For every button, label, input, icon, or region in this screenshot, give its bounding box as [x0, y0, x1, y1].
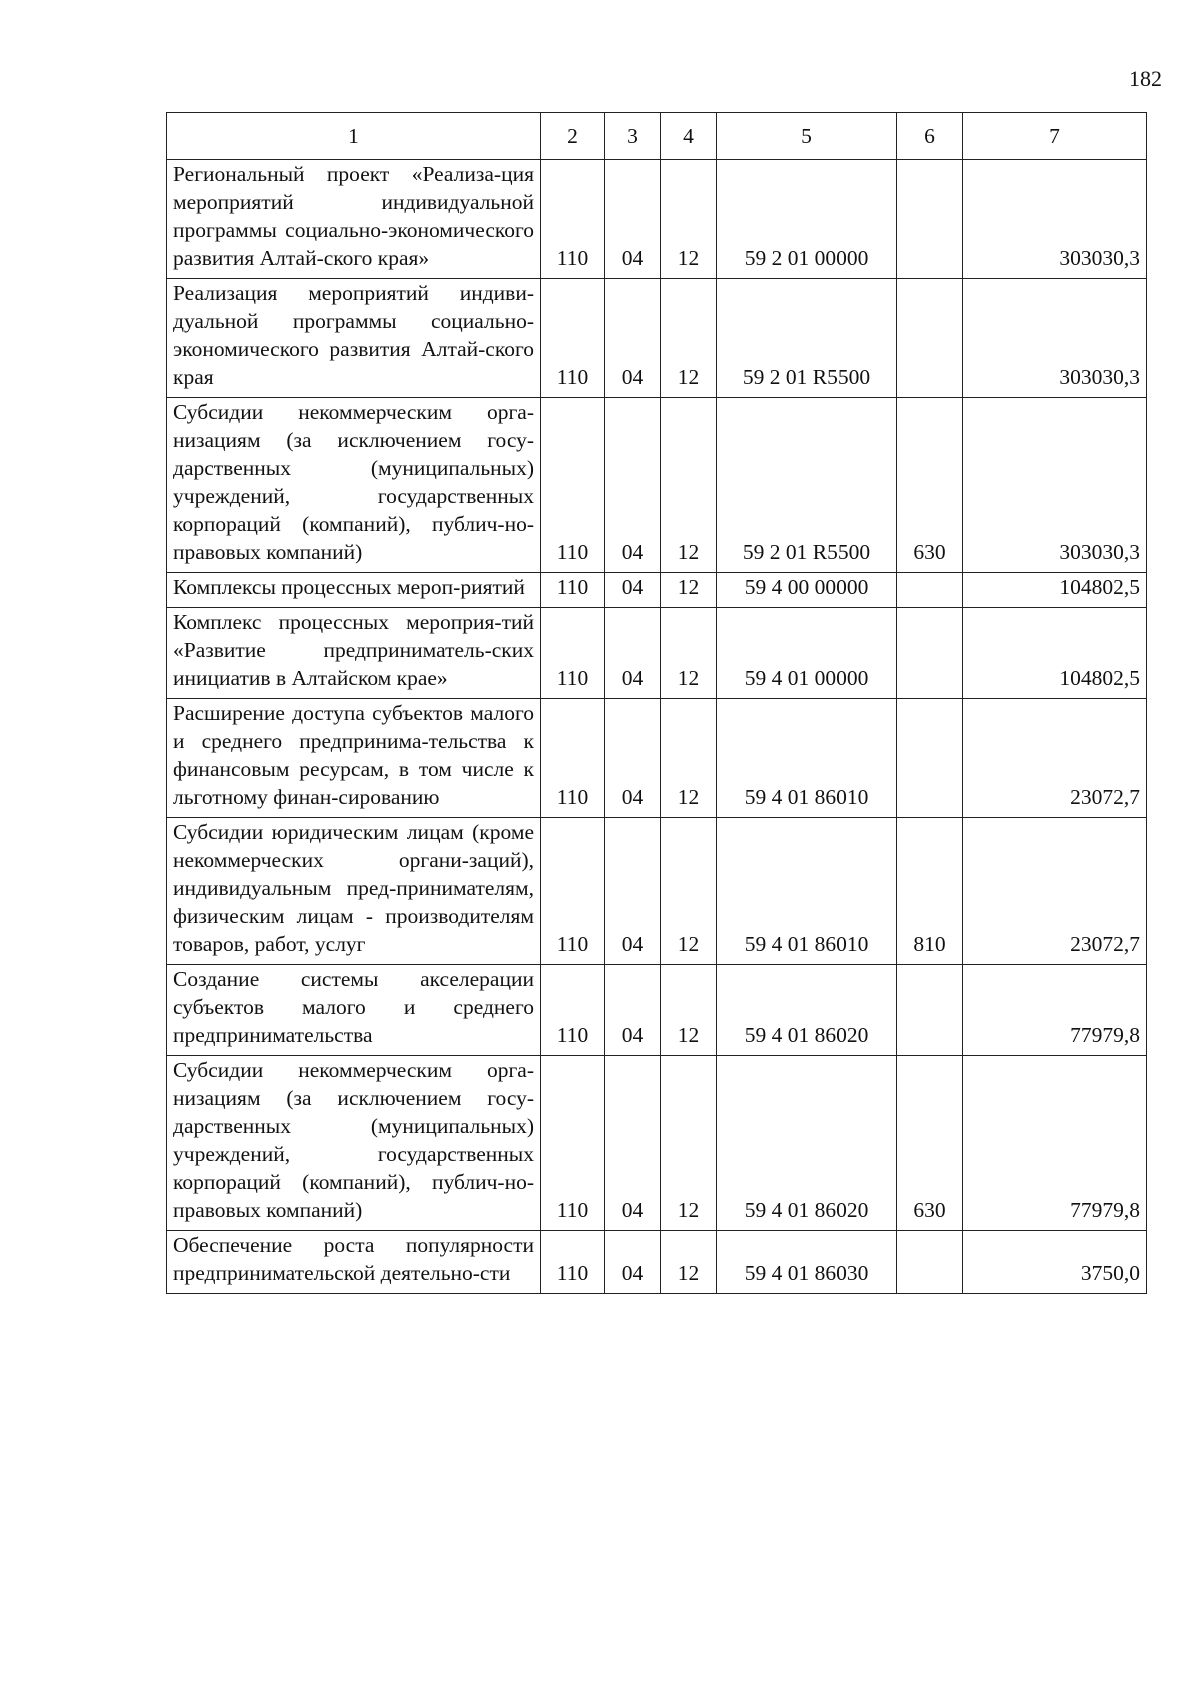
cell-amount: 104802,5: [963, 608, 1147, 699]
table-row: [167, 608, 1147, 699]
cell-target-code: 59 4 01 86020: [717, 1056, 897, 1231]
cell-col-3: 04: [605, 160, 661, 279]
cell-expense-type: [897, 608, 963, 699]
cell-col-2: 110: [541, 279, 605, 398]
row-name: Обеспечение роста популярности предпринимательской деятельно-сти: [167, 1231, 541, 1294]
header-col-4: 4: [661, 113, 717, 160]
cell-col-4: 12: [661, 965, 717, 1056]
cell-expense-type: 630: [897, 1056, 963, 1231]
cell-col-2: 110: [541, 965, 605, 1056]
cell-target-code: 59 2 01 00000: [717, 160, 897, 279]
cell-col-3: 04: [605, 818, 661, 965]
cell-amount: 77979,8: [963, 1056, 1147, 1231]
cell-col-3: 04: [605, 1056, 661, 1231]
cell-col-3: 04: [605, 279, 661, 398]
header-col-2: 2: [541, 113, 605, 160]
cell-col-4: 12: [661, 160, 717, 279]
table-row: [167, 160, 1147, 279]
cell-col-3: 04: [605, 573, 661, 608]
header-col-6: 6: [897, 113, 963, 160]
table-row: [167, 573, 1147, 608]
cell-col-4: 12: [661, 1056, 717, 1231]
table-row: [167, 699, 1147, 818]
cell-col-2: 110: [541, 1056, 605, 1231]
cell-expense-type: [897, 1231, 963, 1294]
cell-expense-type: [897, 573, 963, 608]
table-row: [167, 398, 1147, 573]
cell-target-code: 59 4 01 86020: [717, 965, 897, 1056]
cell-target-code: 59 4 01 86010: [717, 699, 897, 818]
cell-target-code: 59 4 01 86030: [717, 1231, 897, 1294]
cell-col-4: 12: [661, 398, 717, 573]
header-col-3: 3: [605, 113, 661, 160]
header-col-7: 7: [963, 113, 1147, 160]
table-row: [167, 1231, 1147, 1294]
header-row: [167, 113, 1147, 160]
cell-col-4: 12: [661, 699, 717, 818]
cell-col-4: 12: [661, 573, 717, 608]
cell-target-code: 59 4 01 86010: [717, 818, 897, 965]
cell-amount: 303030,3: [963, 279, 1147, 398]
cell-col-3: 04: [605, 965, 661, 1056]
cell-expense-type: [897, 160, 963, 279]
cell-col-3: 04: [605, 699, 661, 818]
cell-col-4: 12: [661, 1231, 717, 1294]
cell-amount: 77979,8: [963, 965, 1147, 1056]
cell-col-2: 110: [541, 160, 605, 279]
row-name: Субсидии некоммерческим орга-низациям (за исключением госу-дарственных (муниципальных) учреждений, государственных корпораций (компаний), публич-но-правовых компаний): [167, 1056, 541, 1231]
table-row: [167, 1056, 1147, 1231]
cell-target-code: 59 2 01 R5500: [717, 279, 897, 398]
table-row: [167, 279, 1147, 398]
cell-col-3: 04: [605, 1231, 661, 1294]
cell-col-4: 12: [661, 818, 717, 965]
cell-col-2: 110: [541, 573, 605, 608]
cell-col-3: 04: [605, 608, 661, 699]
cell-col-2: 110: [541, 608, 605, 699]
row-name: Региональный проект «Реализа-ция мероприятий индивидуальной программы социально-экономического развития Алтай-ского края»: [167, 160, 541, 279]
row-name: Создание системы акселерации субъектов малого и среднего предпринимательства: [167, 965, 541, 1056]
cell-amount: 104802,5: [963, 573, 1147, 608]
cell-amount: 303030,3: [963, 160, 1147, 279]
cell-expense-type: [897, 699, 963, 818]
cell-amount: 23072,7: [963, 818, 1147, 965]
budget-table: [166, 112, 1147, 1294]
cell-target-code: 59 2 01 R5500: [717, 398, 897, 573]
cell-target-code: 59 4 00 00000: [717, 573, 897, 608]
cell-col-2: 110: [541, 398, 605, 573]
header-col-1: 1: [167, 113, 541, 160]
row-name: Реализация мероприятий индиви-дуальной программы социально-экономического развития Алтай-ского края: [167, 279, 541, 398]
cell-col-2: 110: [541, 699, 605, 818]
row-name: Субсидии юридическим лицам (кроме некоммерческих органи-заций), индивидуальным пред-принимателям, физическим лицам - производителям товаров, работ, услуг: [167, 818, 541, 965]
row-name: Расширение доступа субъектов малого и среднего предпринима-тельства к финансовым ресурсам, в том числе к льготному финан-сированию: [167, 699, 541, 818]
cell-col-4: 12: [661, 279, 717, 398]
row-name: Субсидии некоммерческим орга-низациям (за исключением госу-дарственных (муниципальных) учреждений, государственных корпораций (компаний), публич-но-правовых компаний): [167, 398, 541, 573]
cell-amount: 303030,3: [963, 398, 1147, 573]
cell-target-code: 59 4 01 00000: [717, 608, 897, 699]
table-row: [167, 818, 1147, 965]
cell-expense-type: 810: [897, 818, 963, 965]
cell-col-2: 110: [541, 1231, 605, 1294]
cell-expense-type: [897, 279, 963, 398]
row-name: Комплекс процессных мероприя-тий «Развитие предприниматель-ских инициатив в Алтайском крае»: [167, 608, 541, 699]
cell-col-3: 04: [605, 398, 661, 573]
cell-amount: 3750,0: [963, 1231, 1147, 1294]
cell-expense-type: 630: [897, 398, 963, 573]
cell-col-2: 110: [541, 818, 605, 965]
cell-col-4: 12: [661, 608, 717, 699]
cell-amount: 23072,7: [963, 699, 1147, 818]
page-number: 182: [1129, 66, 1162, 91]
table-row: [167, 965, 1147, 1056]
row-name: Комплексы процессных мероп-риятий: [167, 573, 541, 608]
header-col-5: 5: [717, 113, 897, 160]
cell-expense-type: [897, 965, 963, 1056]
